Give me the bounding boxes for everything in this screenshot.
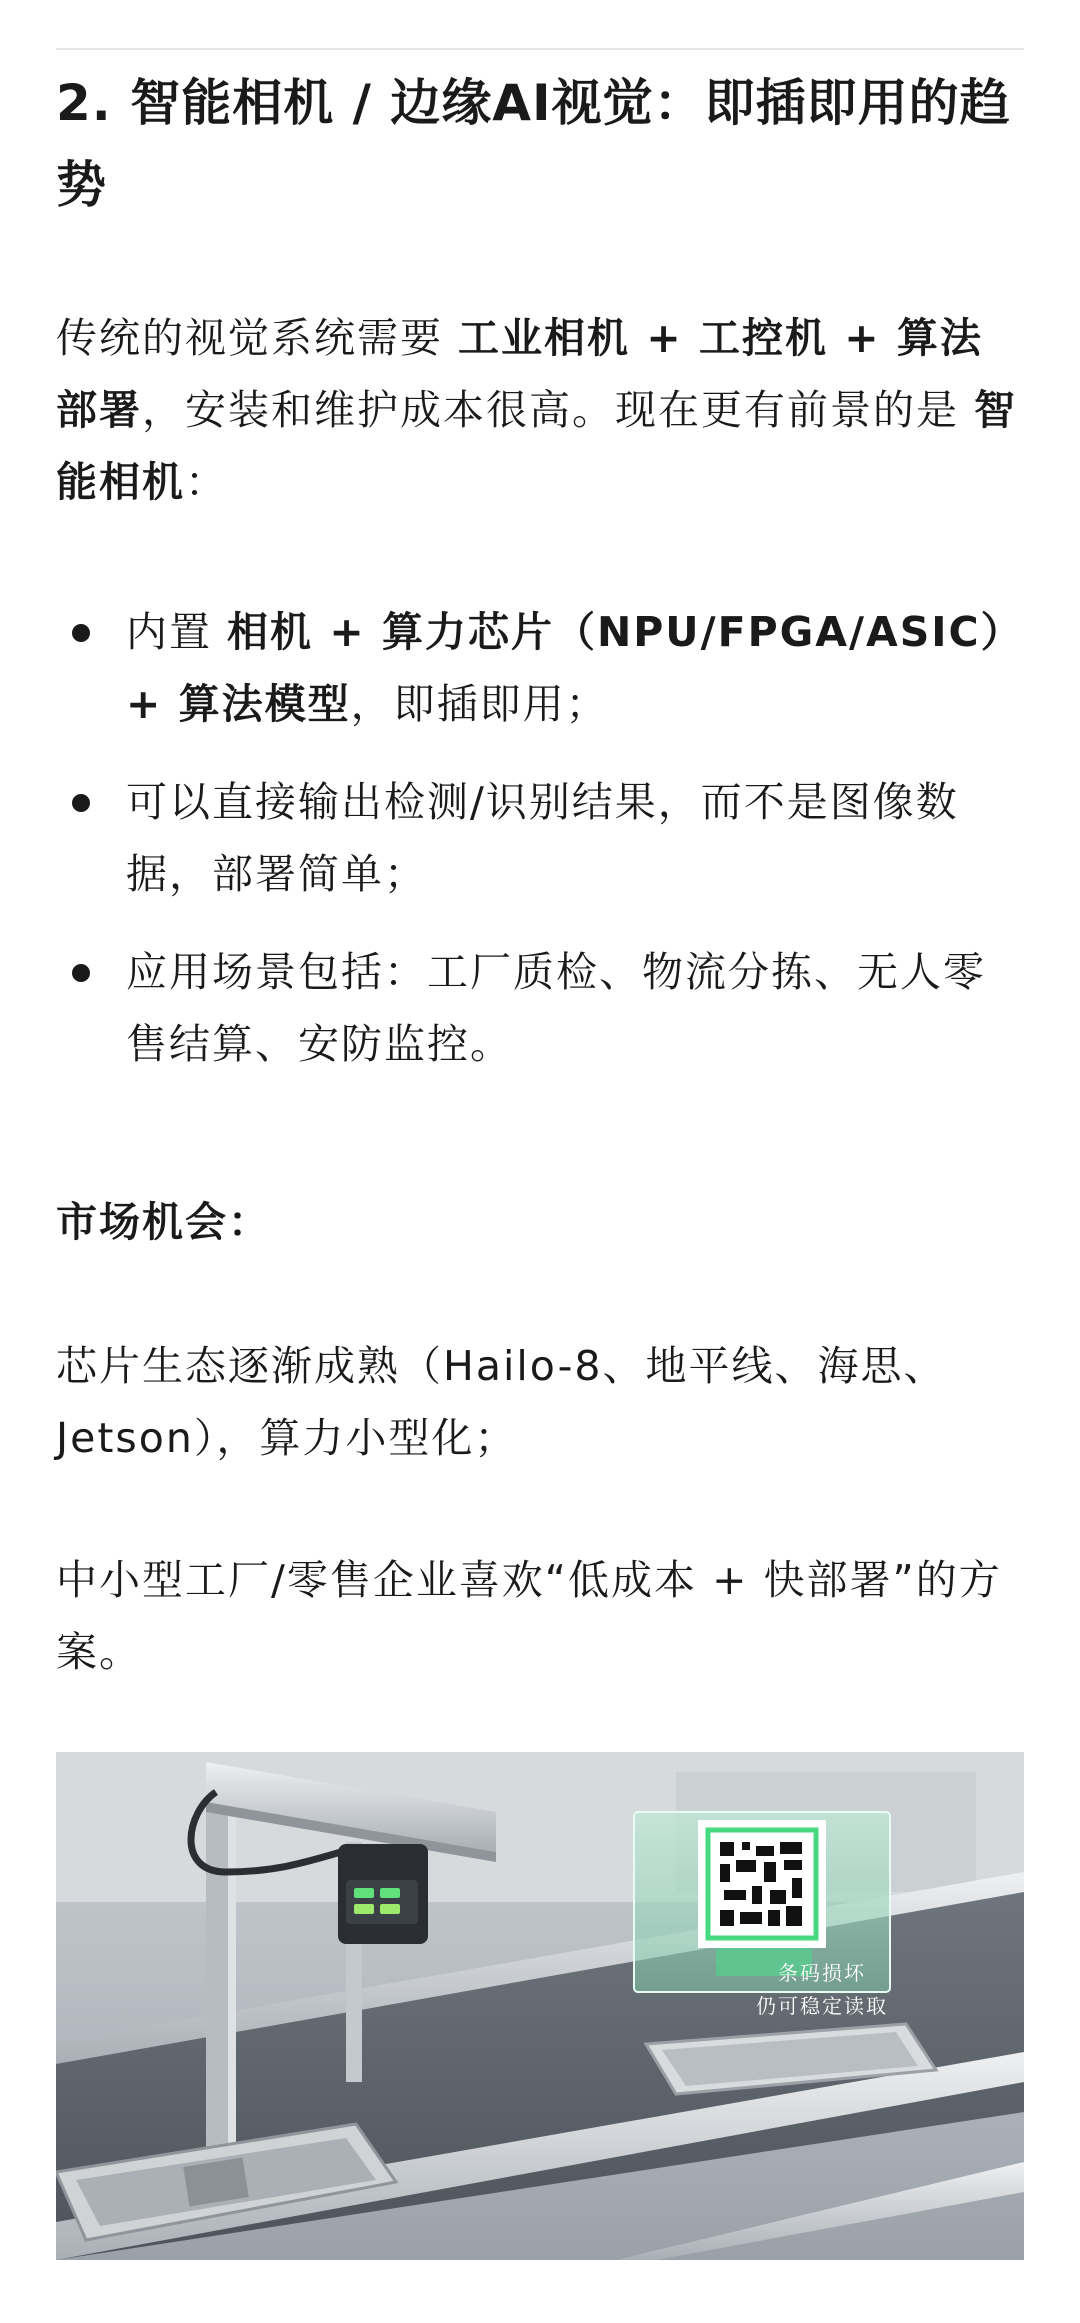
feature-list xyxy=(56,596,1024,1106)
intro-paragraph xyxy=(56,302,1024,518)
overlay-caption-stable: 仍可稳定读取 xyxy=(756,1994,888,2018)
list-item xyxy=(56,936,1024,1080)
paragraph-small-factories: 中小型工厂/零售企业喜欢“低成本 + 快部署”的方案。 xyxy=(56,1556,1002,1676)
bullet-2-text: 可以直接输出检测/识别结果，而不是图像数据，部署简单； xyxy=(126,778,959,898)
bullet-1-bold: 相机 + 算力芯片（NPU/FPGA/ASIC）+ 算法模型 xyxy=(126,608,1024,728)
bullet-dot-icon xyxy=(72,964,90,982)
intro-text-3: ： xyxy=(185,458,228,506)
market-opportunity-label: 市场机会： xyxy=(56,1198,271,1246)
bullet-1-text-1: 内置 xyxy=(126,608,228,656)
paragraph-chip-ecosystem: 芯片生态逐渐成熟（Hailo-8、地平线、海思、Jetson），算力小型化； xyxy=(56,1342,947,1462)
bullet-dot-icon xyxy=(72,794,90,812)
intro-text-2: ，安装和维护成本很高。现在更有前景的是 xyxy=(142,386,975,434)
list-item xyxy=(56,766,1024,910)
intro-text-1: 传统的视觉系统需要 xyxy=(56,314,459,362)
bullet-3-text: 应用场景包括：工厂质检、物流分拣、无人零售结算、安防监控。 xyxy=(126,948,986,1068)
intro-bold-1: 工业相机 + 工控机 + 算法部署 xyxy=(56,314,983,434)
section-heading: 2. 智能相机 / 边缘AI视觉：即插即用的趋势 xyxy=(56,74,1011,214)
overlay-caption-damaged: 条码损坏 xyxy=(778,1961,866,1985)
bullet-dot-icon xyxy=(72,624,90,642)
bullet-1-text-2: ，即插即用； xyxy=(350,680,609,728)
divider xyxy=(56,48,1024,50)
intro-bold-2: 智能相机 xyxy=(56,386,1018,506)
list-item xyxy=(56,596,1024,740)
smart-camera-photo xyxy=(56,1752,1024,2260)
